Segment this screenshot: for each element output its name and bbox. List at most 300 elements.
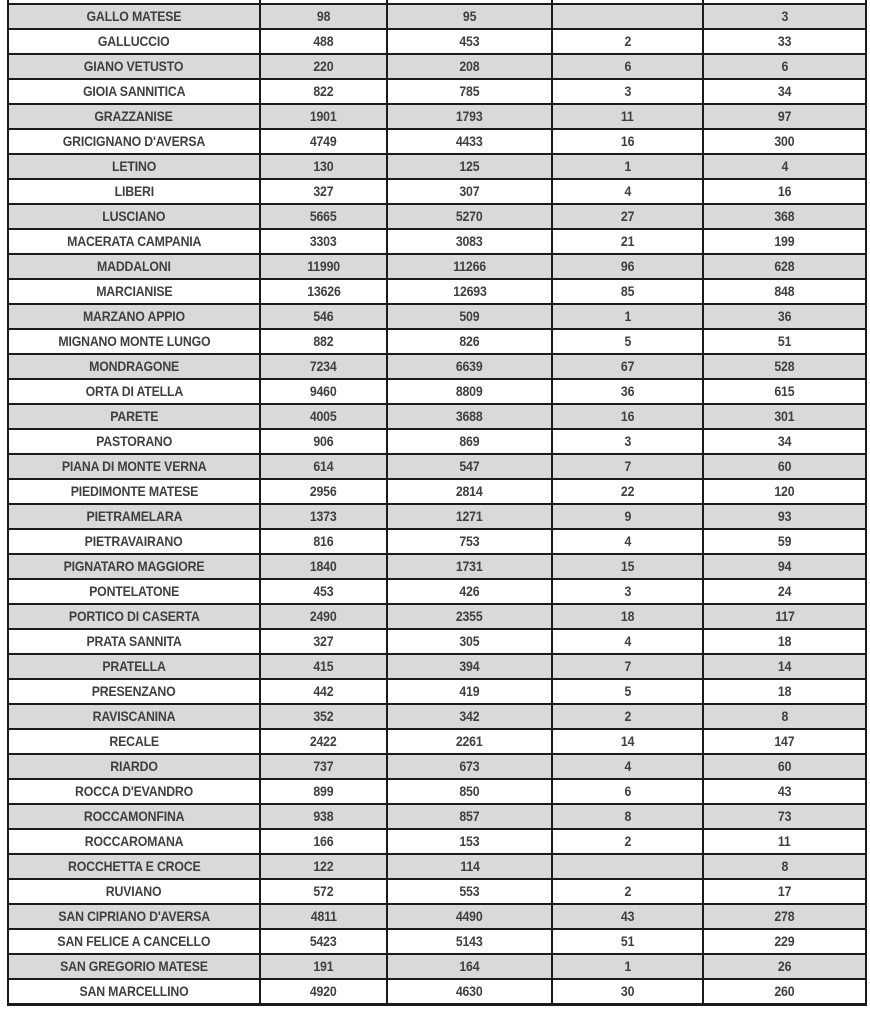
value-text: 130 (313, 158, 334, 174)
value-text: 6639 (456, 358, 483, 374)
municipality-cell (8, 679, 260, 704)
value-text: 546 (313, 308, 334, 324)
value-cell (260, 729, 387, 754)
value-cell (552, 804, 703, 829)
municipality-name: GALLO MATESE (86, 8, 182, 24)
municipality-name: SAN GREGORIO MATESE (60, 958, 208, 974)
value-cell (703, 479, 866, 504)
table-row (8, 629, 866, 654)
value-cell (260, 779, 387, 804)
value-text: 15 (620, 558, 635, 574)
municipality-cell (8, 254, 260, 279)
value-cell (387, 154, 552, 179)
value-text: 229 (774, 933, 795, 949)
value-text: 453 (313, 583, 334, 599)
value-cell (703, 529, 866, 554)
value-text: 4 (624, 758, 631, 774)
value-text: 1901 (310, 108, 337, 124)
value-cell (552, 504, 703, 529)
municipality-name: ROCCAMONFINA (83, 808, 185, 824)
value-cell (703, 429, 866, 454)
value-text: 16 (777, 183, 792, 199)
municipality-cell (8, 554, 260, 579)
value-text: 16 (620, 133, 635, 149)
value-cell (387, 354, 552, 379)
municipality-cell (8, 429, 260, 454)
value-cell (552, 729, 703, 754)
value-text: 1 (624, 158, 631, 174)
value-text: 3303 (310, 233, 337, 249)
table-row (8, 4, 866, 29)
value-cell (260, 404, 387, 429)
value-text: 8 (781, 858, 788, 874)
value-cell (387, 179, 552, 204)
value-text: 3 (624, 83, 631, 99)
municipality-cell (8, 79, 260, 104)
value-cell (552, 454, 703, 479)
value-text: 4 (624, 533, 631, 549)
value-text: 615 (774, 383, 795, 399)
value-cell (387, 729, 552, 754)
municipality-cell (8, 4, 260, 29)
value-cell (703, 379, 866, 404)
value-cell (387, 929, 552, 954)
value-cell (703, 504, 866, 529)
value-text: 60 (777, 758, 792, 774)
value-cell (260, 704, 387, 729)
value-cell (552, 654, 703, 679)
value-text: 21 (620, 233, 635, 249)
value-cell (387, 279, 552, 304)
value-text: 4005 (310, 408, 337, 424)
value-cell (703, 629, 866, 654)
value-cell (260, 554, 387, 579)
value-text: 4630 (456, 983, 483, 999)
value-text: 122 (313, 858, 334, 874)
municipality-cell (8, 779, 260, 804)
value-cell (260, 329, 387, 354)
table-row (8, 554, 866, 579)
value-cell (703, 804, 866, 829)
value-text: 4490 (456, 908, 483, 924)
value-cell (703, 979, 866, 1005)
value-cell (552, 129, 703, 154)
value-cell (552, 554, 703, 579)
value-text: 1373 (310, 508, 337, 524)
value-cell (703, 354, 866, 379)
municipality-name: MONDRAGONE (89, 358, 179, 374)
value-text: 850 (459, 783, 480, 799)
table-row (8, 454, 866, 479)
value-cell (703, 29, 866, 54)
value-text: 73 (777, 808, 792, 824)
value-cell (703, 104, 866, 129)
value-cell (387, 229, 552, 254)
value-text: 509 (459, 308, 480, 324)
value-cell (260, 104, 387, 129)
value-cell (260, 604, 387, 629)
table-row (8, 604, 866, 629)
value-text: 6 (624, 58, 631, 74)
value-cell (387, 904, 552, 929)
value-text: 938 (313, 808, 334, 824)
municipality-cell (8, 504, 260, 529)
table-row (8, 854, 866, 879)
municipality-cell (8, 654, 260, 679)
table-row (8, 254, 866, 279)
value-cell (552, 354, 703, 379)
value-text: 453 (459, 33, 480, 49)
municipality-name: SAN FELICE A CANCELLO (57, 933, 211, 949)
municipality-name: PARETE (109, 408, 159, 424)
municipality-name: GRICIGNANO D'AVERSA (62, 133, 206, 149)
value-text: 547 (459, 458, 480, 474)
table-row (8, 354, 866, 379)
value-text: 1271 (456, 508, 483, 524)
value-cell (260, 254, 387, 279)
value-cell (703, 929, 866, 954)
value-text: 857 (459, 808, 480, 824)
value-cell (552, 754, 703, 779)
value-text: 9 (624, 508, 631, 524)
value-cell (260, 4, 387, 29)
table-row (8, 104, 866, 129)
municipality-name: ROCCA D'EVANDRO (74, 783, 194, 799)
municipality-name: PRATELLA (102, 658, 166, 674)
table-row (8, 429, 866, 454)
value-text: 5143 (456, 933, 483, 949)
value-text: 17 (777, 883, 792, 899)
value-cell (387, 954, 552, 979)
municipality-name: MIGNANO MONTE LUNGO (57, 333, 211, 349)
municipality-cell (8, 804, 260, 829)
value-cell (260, 479, 387, 504)
table-row (8, 754, 866, 779)
value-cell (703, 704, 866, 729)
value-cell (703, 154, 866, 179)
value-cell (387, 654, 552, 679)
value-cell (260, 54, 387, 79)
value-text: 553 (459, 883, 480, 899)
value-text: 528 (774, 358, 795, 374)
value-cell (260, 929, 387, 954)
municipality-name: SAN MARCELLINO (79, 983, 189, 999)
value-cell (387, 704, 552, 729)
municipality-cell (8, 304, 260, 329)
municipality-cell (8, 829, 260, 854)
value-cell (703, 779, 866, 804)
municipality-cell (8, 179, 260, 204)
value-text: 11990 (307, 258, 340, 274)
value-cell (387, 829, 552, 854)
value-cell (387, 529, 552, 554)
value-cell (387, 329, 552, 354)
value-text: 4811 (310, 908, 337, 924)
table-row (8, 829, 866, 854)
table-row (8, 579, 866, 604)
value-cell (387, 404, 552, 429)
value-text: 60 (777, 458, 792, 474)
value-text: 1840 (310, 558, 337, 574)
municipality-name: PIETRAMELARA (86, 508, 182, 524)
value-text: 59 (777, 533, 792, 549)
value-cell (387, 29, 552, 54)
value-text: 826 (459, 333, 480, 349)
value-cell (703, 54, 866, 79)
municipality-cell (8, 279, 260, 304)
municipality-name: LUSCIANO (102, 208, 166, 224)
value-cell (260, 879, 387, 904)
table-row (8, 279, 866, 304)
value-text: 3083 (456, 233, 483, 249)
value-text: 98 (316, 8, 331, 24)
value-text: 882 (313, 333, 334, 349)
value-text: 11266 (453, 258, 486, 274)
value-cell (552, 979, 703, 1005)
value-text: 305 (459, 633, 480, 649)
value-cell (387, 804, 552, 829)
value-text: 8809 (456, 383, 483, 399)
value-text: 114 (459, 858, 480, 874)
value-cell (260, 229, 387, 254)
value-text: 166 (313, 833, 334, 849)
municipality-cell (8, 29, 260, 54)
value-cell (703, 4, 866, 29)
value-text: 2355 (456, 608, 483, 624)
value-cell (387, 4, 552, 29)
value-text: 8 (781, 708, 788, 724)
table-row (8, 204, 866, 229)
municipality-name: PONTELATONE (88, 583, 180, 599)
table-row (8, 904, 866, 929)
value-text: 18 (620, 608, 635, 624)
value-text: 94 (777, 558, 792, 574)
value-cell (703, 79, 866, 104)
value-cell (552, 179, 703, 204)
value-cell (703, 754, 866, 779)
value-text: 2490 (310, 608, 337, 624)
table-row (8, 229, 866, 254)
value-text: 5 (624, 683, 631, 699)
value-text: 85 (620, 283, 635, 299)
value-text: 3 (624, 583, 631, 599)
value-cell (260, 29, 387, 54)
value-text: 419 (459, 683, 480, 699)
value-text: 4 (624, 183, 631, 199)
value-text: 18 (777, 633, 792, 649)
value-text: 816 (313, 533, 334, 549)
municipality-cell (8, 479, 260, 504)
value-text: 2 (624, 708, 631, 724)
value-text: 415 (313, 658, 334, 674)
value-text: 43 (620, 908, 635, 924)
value-cell (703, 654, 866, 679)
value-text: 51 (620, 933, 635, 949)
value-text: 191 (313, 958, 334, 974)
value-cell (260, 954, 387, 979)
value-cell (387, 604, 552, 629)
table-row (8, 404, 866, 429)
value-cell (703, 129, 866, 154)
value-text: 125 (459, 158, 480, 174)
municipality-name: MARZANO APPIO (83, 308, 185, 324)
value-text: 36 (620, 383, 635, 399)
value-text: 307 (459, 183, 480, 199)
value-text: 4920 (310, 983, 337, 999)
value-cell (387, 979, 552, 1005)
value-text: 18 (777, 683, 792, 699)
value-cell (552, 104, 703, 129)
value-text: 753 (459, 533, 480, 549)
value-cell (552, 679, 703, 704)
value-cell (552, 154, 703, 179)
table-row (8, 304, 866, 329)
value-text: 394 (459, 658, 480, 674)
municipality-cell (8, 204, 260, 229)
value-text: 153 (459, 833, 480, 849)
value-text: 9460 (310, 383, 337, 399)
value-text: 34 (777, 83, 792, 99)
municipality-name: ORTA DI ATELLA (85, 383, 183, 399)
table-row (8, 79, 866, 104)
value-cell (387, 79, 552, 104)
table-body (8, 0, 866, 1005)
table-row (8, 704, 866, 729)
value-text: 43 (777, 783, 792, 799)
value-cell (552, 229, 703, 254)
data-table (7, 0, 867, 1006)
value-cell (260, 579, 387, 604)
value-text: 208 (459, 58, 480, 74)
value-cell (387, 129, 552, 154)
municipality-cell (8, 604, 260, 629)
municipality-cell (8, 629, 260, 654)
value-cell (552, 879, 703, 904)
value-text: 3 (781, 8, 788, 24)
value-text: 2422 (310, 733, 337, 749)
value-text: 488 (313, 33, 334, 49)
value-cell (387, 679, 552, 704)
value-cell (260, 979, 387, 1005)
municipality-name: LIBERI (114, 183, 154, 199)
value-cell (552, 279, 703, 304)
value-text: 442 (313, 683, 334, 699)
value-cell (387, 554, 552, 579)
value-cell (552, 579, 703, 604)
municipality-name: ROCCHETTA E CROCE (67, 858, 201, 874)
value-cell (260, 854, 387, 879)
value-text: 7234 (310, 358, 337, 374)
value-text: 96 (620, 258, 635, 274)
value-text: 2261 (456, 733, 483, 749)
value-text: 220 (313, 58, 334, 74)
value-text: 368 (774, 208, 795, 224)
value-text: 899 (313, 783, 334, 799)
value-text: 1 (624, 308, 631, 324)
value-text: 67 (620, 358, 635, 374)
municipality-name: SAN CIPRIANO D'AVERSA (58, 908, 210, 924)
municipality-name: GIANO VETUSTO (84, 58, 184, 74)
value-text: 4 (624, 633, 631, 649)
table-row (8, 504, 866, 529)
value-cell (387, 104, 552, 129)
value-cell (387, 854, 552, 879)
value-text: 147 (774, 733, 795, 749)
value-text: 26 (777, 958, 792, 974)
value-text: 1793 (456, 108, 483, 124)
table-row (8, 804, 866, 829)
value-cell (387, 204, 552, 229)
municipality-name: RIARDO (110, 758, 158, 774)
value-text: 11 (621, 108, 634, 124)
value-cell (552, 954, 703, 979)
value-cell (552, 779, 703, 804)
value-text: 93 (777, 508, 792, 524)
value-cell (260, 429, 387, 454)
value-text: 822 (313, 83, 334, 99)
value-text: 906 (313, 433, 334, 449)
value-cell (552, 429, 703, 454)
value-cell (260, 504, 387, 529)
municipality-name: RUVIANO (106, 883, 162, 899)
value-cell (552, 529, 703, 554)
municipality-cell (8, 854, 260, 879)
municipality-name: PIANA DI MONTE VERNA (61, 458, 207, 474)
municipality-name: MACERATA CAMPANIA (66, 233, 202, 249)
value-text: 426 (459, 583, 480, 599)
value-cell (260, 829, 387, 854)
municipality-cell (8, 154, 260, 179)
value-cell (552, 254, 703, 279)
value-cell (703, 179, 866, 204)
value-cell (703, 254, 866, 279)
table-row (8, 29, 866, 54)
value-text: 785 (459, 83, 480, 99)
value-text: 628 (774, 258, 795, 274)
value-text: 14 (620, 733, 635, 749)
value-cell (552, 604, 703, 629)
table-row (8, 679, 866, 704)
value-cell (552, 704, 703, 729)
value-cell (703, 554, 866, 579)
municipality-name: GRAZZANISE (94, 108, 174, 124)
municipality-name: PIEDIMONTE MATESE (70, 483, 198, 499)
value-text: 2814 (456, 483, 483, 499)
value-text: 34 (777, 433, 792, 449)
value-cell (703, 604, 866, 629)
value-text: 7 (624, 658, 631, 674)
value-cell (552, 4, 703, 29)
table-row (8, 954, 866, 979)
value-cell (387, 779, 552, 804)
value-cell (703, 904, 866, 929)
value-cell (552, 904, 703, 929)
value-text: 117 (774, 608, 795, 624)
municipality-cell (8, 529, 260, 554)
value-text: 5 (624, 333, 631, 349)
value-text: 5665 (310, 208, 337, 224)
value-cell (703, 879, 866, 904)
value-cell (260, 279, 387, 304)
municipality-cell (8, 229, 260, 254)
table-row (8, 654, 866, 679)
value-cell (703, 279, 866, 304)
municipality-cell (8, 354, 260, 379)
municipality-cell (8, 954, 260, 979)
value-cell (552, 629, 703, 654)
value-text: 342 (459, 708, 480, 724)
value-text: 737 (313, 758, 334, 774)
